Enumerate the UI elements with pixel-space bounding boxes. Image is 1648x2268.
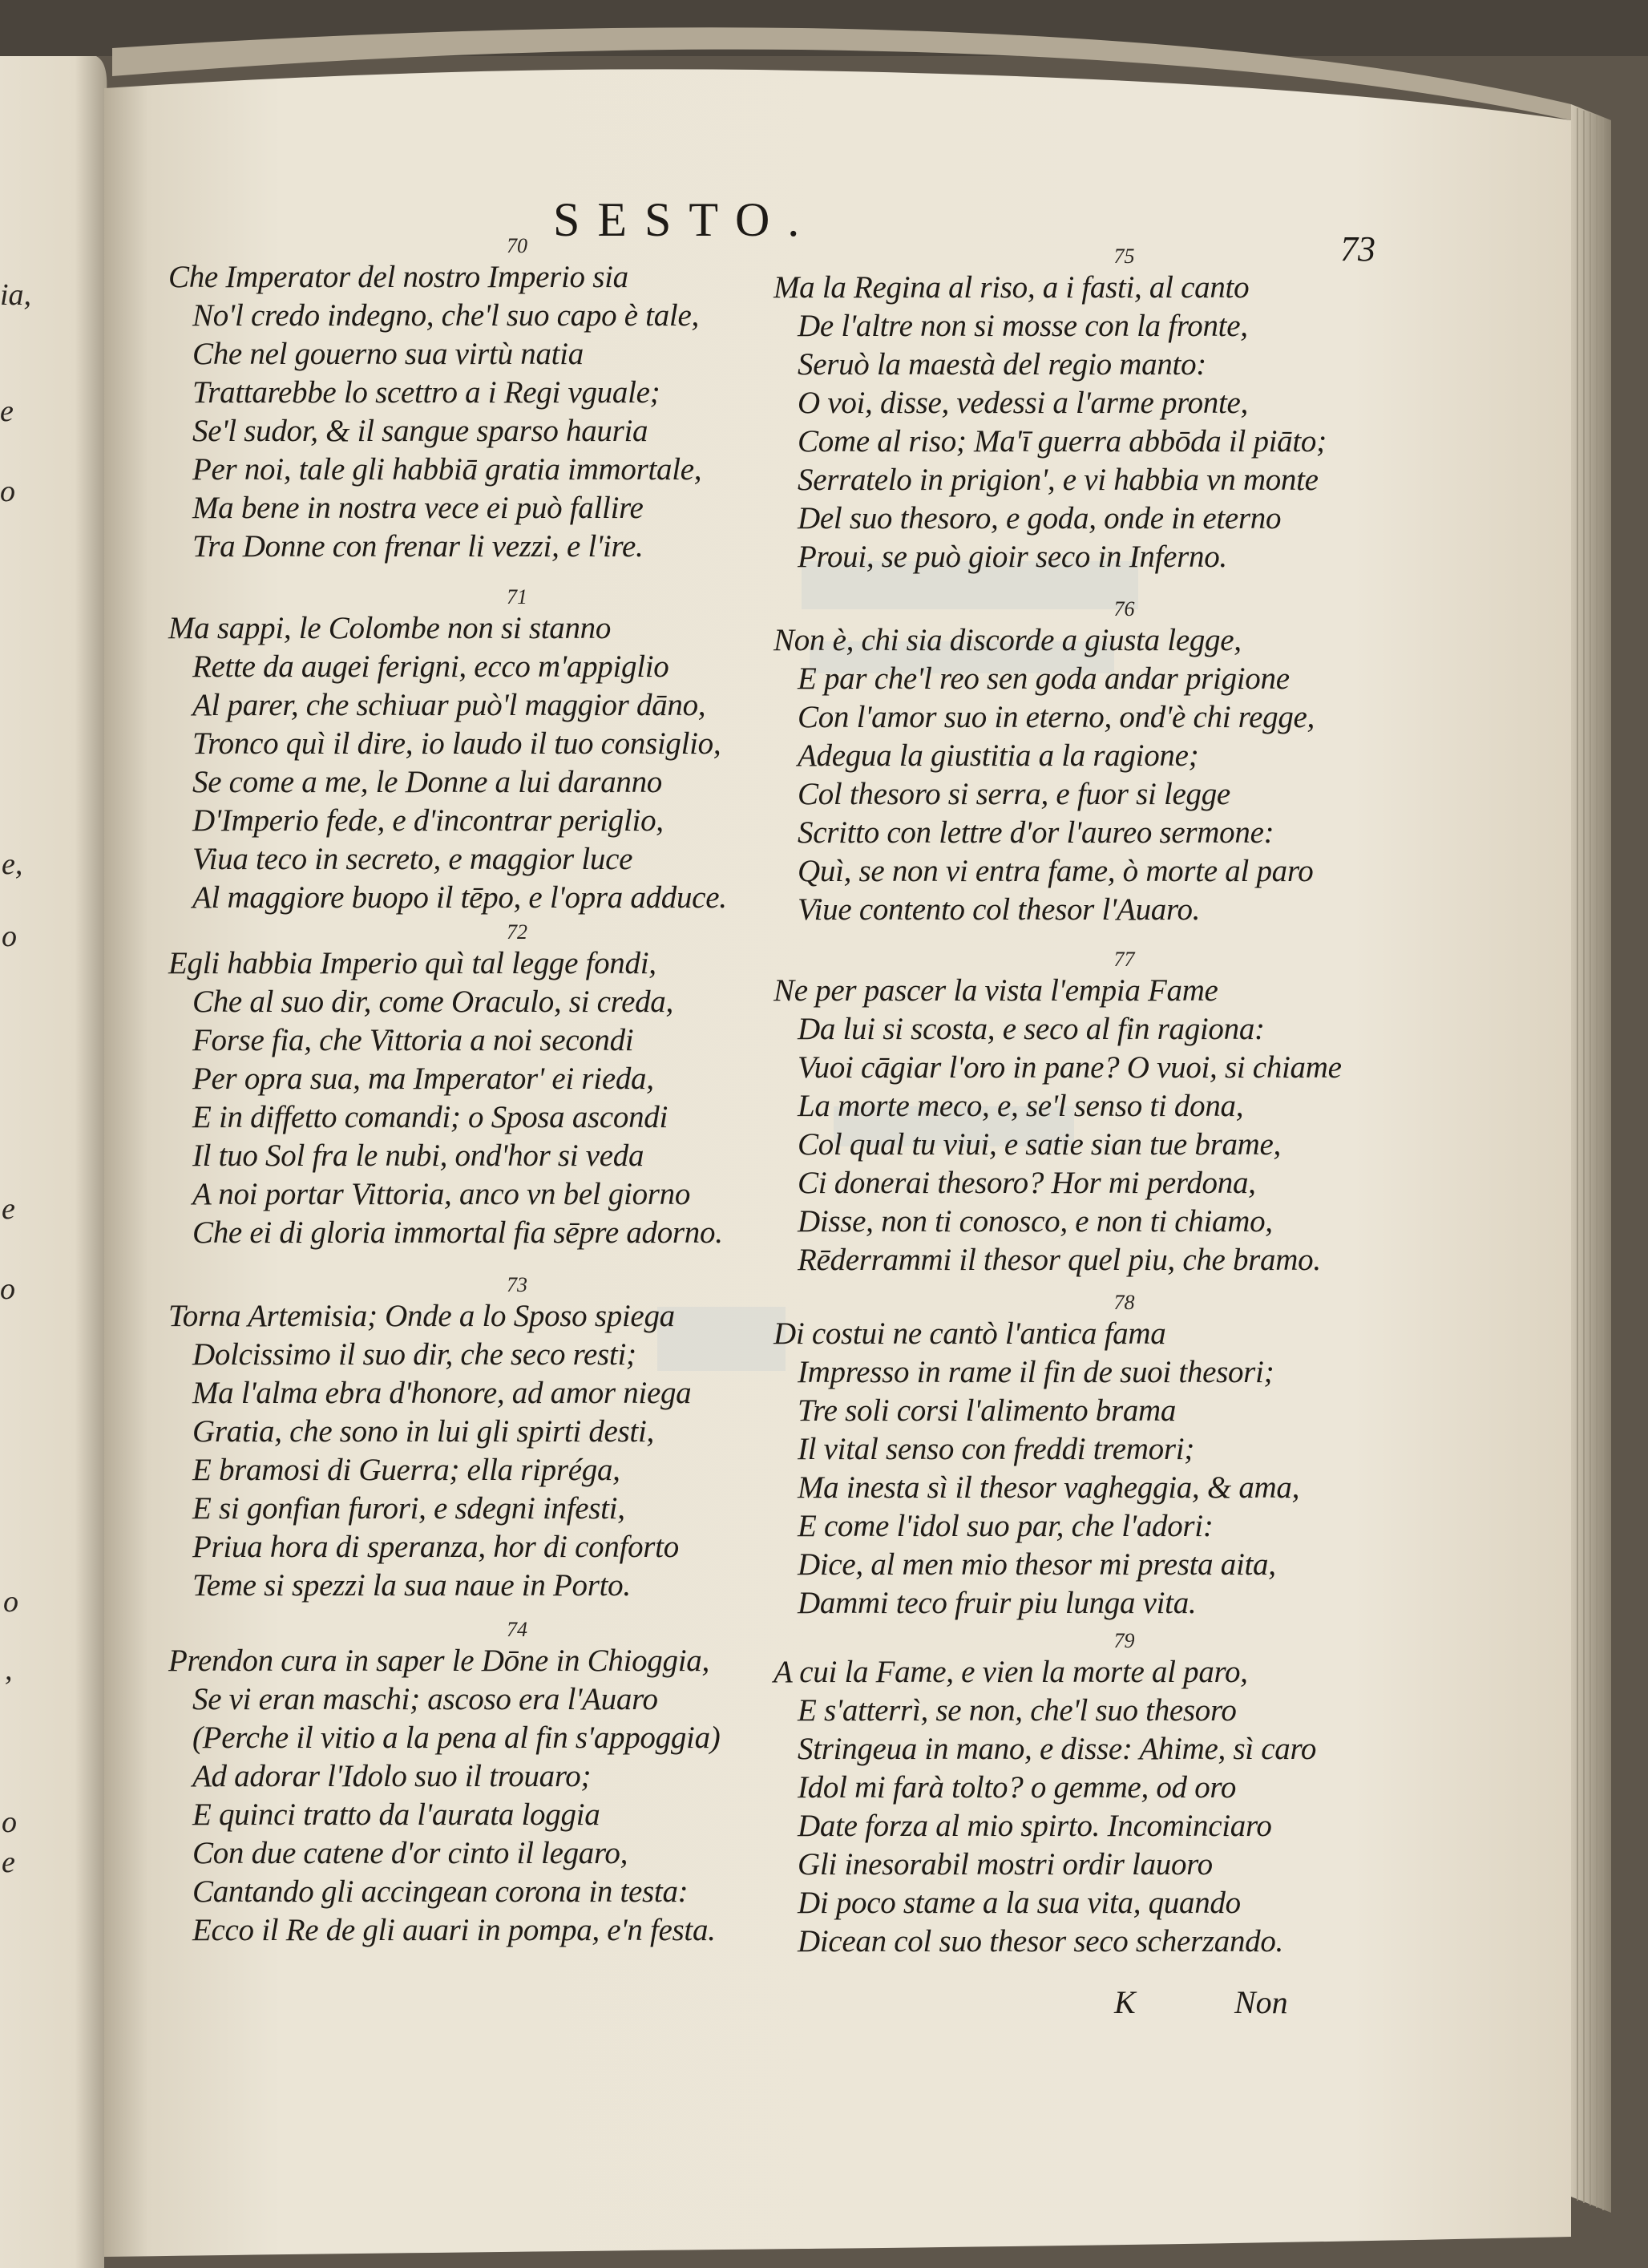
verse-line: A cui la Fame, e vien la morte al paro, <box>774 1655 1248 1689</box>
stanza-number: 73 <box>507 1273 527 1296</box>
verse-line: Per noi, tale gli habbiā gratia immortale, <box>192 452 702 487</box>
verse-line: Che Imperator del nostro Imperio sia <box>168 260 628 294</box>
stanza <box>168 585 778 917</box>
stanza-number: 78 <box>1113 1291 1135 1314</box>
svg-text:e,: e, <box>2 847 23 881</box>
verse-line: E si gonfian furori, e sdegni infesti, <box>192 1491 625 1526</box>
verse-line: Tronco quì il dire, io laudo il tuo consiglio, <box>192 726 721 761</box>
verse-line: De l'altre non si mosse con la fronte, <box>798 309 1248 343</box>
verse-line: Se'l sudor, & il sangue sparso hauria <box>192 414 648 448</box>
verse-line: Forse fia, che Vittoria a noi secondi <box>192 1023 634 1057</box>
verse-line: Proui, se può gioir seco in Inferno. <box>798 540 1227 574</box>
verse-line: Ne per pascer la vista l'empia Fame <box>774 973 1218 1008</box>
verse-line: E in diffetto comandi; o Sposa ascondi <box>192 1100 668 1134</box>
running-head: SESTO. <box>553 193 818 246</box>
verse-line: E come l'idol suo par, che l'adori: <box>798 1509 1214 1543</box>
verse-line: Rēderrammi il thesor quel piu, che bramo. <box>798 1243 1321 1277</box>
stanza-number: 79 <box>1113 1629 1135 1652</box>
verse-line: Impresso in rame il fin de suoi thesori; <box>798 1355 1274 1389</box>
verse-line: Torna Artemisia; Onde a lo Sposo spiega <box>168 1299 675 1333</box>
svg-text:,: , <box>5 1653 13 1687</box>
verse-line: Gratia, che sono in lui gli spirti desti, <box>192 1414 654 1449</box>
verse-line: E quinci tratto da l'aurata loggia <box>192 1797 600 1832</box>
stanza-number: 77 <box>1113 948 1135 971</box>
verse-line: Col qual tu viui, e satie sian tue brame, <box>798 1127 1281 1162</box>
stanza-number: 75 <box>1113 245 1135 268</box>
verse-line: Serratelo in prigion', e vi habbia vn monte <box>798 463 1319 497</box>
verse-line: Se come a me, le Donne a lui daranno <box>192 765 662 799</box>
verse-line: Ci donerai thesoro? Hor mi perdona, <box>798 1166 1256 1200</box>
verse-line: Date forza al mio spirto. Incominciaro <box>798 1809 1272 1843</box>
verse-line: Trattarebbe lo scettro a i Regi vguale; <box>192 375 660 410</box>
verse-line: Ma sappi, le Colombe non si stanno <box>168 611 612 645</box>
verse-line: Del suo thesoro, e goda, onde in eterno <box>798 501 1282 536</box>
svg-text:o: o <box>0 1272 15 1306</box>
verse-line: Non è, chi sia discorde a giusta legge, <box>774 623 1242 657</box>
verse-line: E par che'l reo sen goda andar prigione <box>798 661 1290 696</box>
verse-line: Ma l'alma ebra d'honore, ad amor niega <box>192 1376 692 1410</box>
verse-line: Tra Donne con frenar li vezzi, e l'ire. <box>192 529 644 564</box>
page-number: 73 <box>1340 229 1375 269</box>
verse-line: Viue contento col thesor l'Auaro. <box>798 892 1201 927</box>
verse-line: Prendon cura in saper le Dōne in Chioggia, <box>168 1643 709 1678</box>
verse-line: Dicean col suo thesor seco scherzando. <box>798 1924 1283 1959</box>
verse-line: Disse, non ti conosco, e non ti chiamo, <box>798 1204 1273 1239</box>
verse-line: Adegua la giustitia a la ragione; <box>798 738 1199 773</box>
svg-text:o: o <box>0 475 15 508</box>
stanza-number: 70 <box>507 234 527 257</box>
verse-line: Con l'amor suo in eterno, ond'è chi regge, <box>798 700 1315 734</box>
verse-line: La morte meco, e, se'l senso ti dona, <box>798 1089 1244 1123</box>
stanza <box>774 1291 1387 1623</box>
svg-text:e: e <box>0 394 14 428</box>
stanza <box>168 920 778 1252</box>
verse-line: No'l credo indegno, che'l suo capo è tale, <box>192 298 699 333</box>
verse-line: Egli habbia Imperio quì tal legge fondi, <box>168 946 656 980</box>
verse-line: Il vital senso con freddi tremori; <box>798 1432 1194 1466</box>
verse-line: Quì, se non vi entra fame, ò morte al paro <box>798 854 1314 888</box>
verse-line: Per opra sua, ma Imperator' ei rieda, <box>192 1061 654 1096</box>
verse-line: Ma bene in nostra vece ei può fallire <box>192 491 644 525</box>
verse-line: Vuoi cāgiar l'oro in pane? O vuoi, si chiame <box>798 1050 1342 1085</box>
stanza <box>774 948 1387 1280</box>
verse-line: Teme si spezzi la sua naue in Porto. <box>192 1568 631 1603</box>
verse-line: Che ei di gloria immortal fia sēpre adorno. <box>192 1215 723 1250</box>
svg-text:e: e <box>2 1846 15 1879</box>
stanza-number: 72 <box>507 920 527 944</box>
stanza-number: 74 <box>507 1618 527 1641</box>
verse-line: Col thesoro si serra, e fuor si legge <box>798 777 1230 811</box>
stanza <box>168 1618 778 1950</box>
verse-line: Idol mi farà tolto? o gemme, od oro <box>798 1770 1237 1805</box>
verse-line: Di costui ne cantò l'antica fama <box>774 1316 1166 1351</box>
svg-text:e: e <box>2 1192 15 1226</box>
verse-line: Dice, al men mio thesor mi presta aita, <box>798 1547 1276 1582</box>
verse-line: E bramosi di Guerra; ella ripréga, <box>192 1453 620 1487</box>
verse-line: E s'atterrì, se non, che'l suo thesoro <box>798 1693 1237 1728</box>
stanza-number: 76 <box>1113 597 1135 621</box>
verse-line: Rette da augei ferigni, ecco m'appiglio <box>192 649 669 684</box>
verse-line: Ma la Regina al riso, a i fasti, al canto <box>774 270 1250 305</box>
verse-line: A noi portar Vittoria, anco vn bel giorno <box>192 1177 691 1211</box>
verse-line: Il tuo Sol fra le nubi, ond'hor si veda <box>192 1138 644 1173</box>
verse-line: Priua hora di speranza, hor di conforto <box>192 1530 679 1564</box>
verse-line: Ad adorar l'Idolo suo il trouaro; <box>192 1759 592 1793</box>
verse-line: Con due catene d'or cinto il legaro, <box>192 1836 628 1870</box>
svg-text:o: o <box>2 920 17 953</box>
verse-line: Scritto con lettre d'or l'aureo sermone: <box>798 815 1274 850</box>
verse-line: Come al riso; Ma'ī guerra abbōda il piāto; <box>798 424 1327 459</box>
verse-line: Cantando gli accingean corona in testa: <box>192 1874 689 1909</box>
verse-line: (Perche il vitio a la pena al fin s'appoggia) <box>192 1720 721 1755</box>
stanza-number: 71 <box>507 585 527 608</box>
catchword: Non <box>1234 1984 1288 2020</box>
stanza <box>168 234 778 566</box>
verse-line: Viua teco in secreto, e maggior luce <box>192 842 633 876</box>
svg-text:o: o <box>3 1585 18 1619</box>
stanza <box>774 1629 1387 1961</box>
svg-text:o: o <box>2 1805 17 1839</box>
verse-line: Al parer, che schiuar può'l maggior dāno, <box>192 688 706 722</box>
stanza <box>168 1273 778 1605</box>
verse-line: Ma inesta sì il thesor vagheggia, & ama, <box>798 1470 1300 1505</box>
verse-line: Dolcissimo il suo dir, che seco resti; <box>192 1337 636 1372</box>
verse-line: Se vi eran maschi; ascoso era l'Auaro <box>192 1682 658 1716</box>
verse-line: Tre soli corsi l'alimento brama <box>798 1393 1177 1428</box>
verse-line: Al maggiore buopo il tēpo, e l'opra adduce. <box>192 880 727 915</box>
verse-line: Seruò la maestà del regio manto: <box>798 347 1206 382</box>
verse-line: Ecco il Re de gli auari in pompa, e'n festa. <box>192 1913 716 1947</box>
verse-line: Di poco stame a la sua vita, quando <box>798 1886 1241 1920</box>
verse-line: Dammi teco fruir piu lunga vita. <box>798 1586 1197 1620</box>
verse-line: Che al suo dir, come Oraculo, si creda, <box>192 984 673 1019</box>
verse-line: Che nel gouerno sua virtù natia <box>192 337 584 371</box>
verse-line: Da lui si scosta, e seco al fin ragiona: <box>798 1012 1265 1046</box>
stanza <box>774 245 1387 576</box>
verse-line: O voi, disse, vedessi a l'arme pronte, <box>798 386 1248 420</box>
verse-line: D'Imperio fede, e d'incontrar periglio, <box>192 803 664 838</box>
svg-text:ia,: ia, <box>0 278 32 312</box>
stanza <box>774 597 1387 929</box>
verse-line: Gli inesorabil mostri ordir lauoro <box>798 1847 1213 1882</box>
signature-mark: K <box>1114 1984 1136 2020</box>
verse-line: Stringeua in mano, e disse: Ahime, sì caro <box>798 1732 1317 1766</box>
